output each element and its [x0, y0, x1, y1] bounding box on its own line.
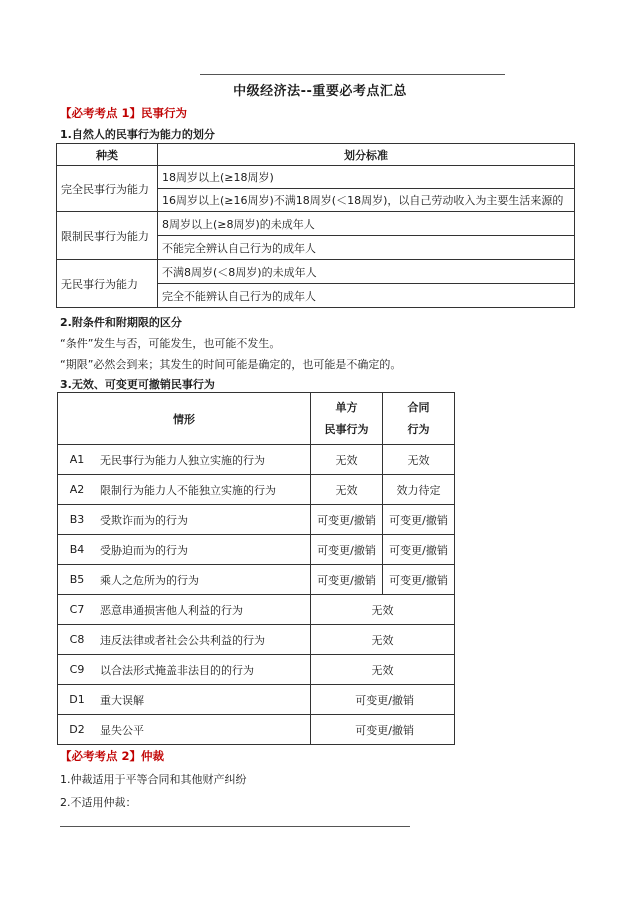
criteria-cell: 完全不能辨认自己行为的成年人 [158, 284, 575, 308]
header-case: 情形 [58, 393, 311, 445]
table-row [58, 655, 455, 685]
header-contract-line1: 合同 [407, 400, 430, 414]
merged-result: 可变更/撤销 [311, 685, 455, 715]
unilateral-result: 可变更/撤销 [311, 535, 383, 565]
row-code: B3 [58, 505, 97, 535]
table-row [58, 595, 455, 625]
table-row [58, 565, 455, 595]
table-row [58, 475, 455, 505]
arbitration-line-1: 1.仲裁适用于平等合同和其他财产纠纷 [60, 773, 247, 786]
table-row [58, 715, 455, 745]
header-unilateral-line2: 民事行为 [324, 422, 369, 436]
row-description: 违反法律或者社会公共利益的行为 [96, 625, 311, 655]
unilateral-result: 无效 [311, 445, 383, 475]
table-row [57, 260, 575, 284]
bottom-rule [60, 826, 410, 827]
capacity-table [56, 143, 575, 308]
top-rule [200, 74, 505, 75]
row-description: 显失公平 [96, 715, 311, 745]
criteria-cell: 16周岁以上(≥16周岁)不满18周岁(＜18周岁)，以自己劳动收入为主要生活来源的 [158, 189, 575, 212]
unilateral-result: 无效 [311, 475, 383, 505]
table-header-row [57, 144, 575, 166]
table-row [58, 685, 455, 715]
merged-result: 可变更/撤销 [311, 715, 455, 745]
row-description: 受胁迫而为的行为 [96, 535, 311, 565]
row-description: 受欺诈而为的行为 [96, 505, 311, 535]
row-code: B5 [58, 565, 97, 595]
invalid-acts-table [57, 392, 455, 745]
merged-result: 无效 [311, 625, 455, 655]
subsection-title-invalid-acts: 3.无效、可变更可撤销民事行为 [60, 378, 215, 391]
criteria-cell: 8周岁以上(≥8周岁)的未成年人 [158, 212, 575, 236]
page-title: 中级经济法--重要必考点汇总 [233, 84, 407, 99]
merged-result: 无效 [311, 655, 455, 685]
table-row [58, 535, 455, 565]
arbitration-line-2: 2.不适用仲裁： [60, 796, 137, 809]
row-code: C9 [58, 655, 97, 685]
header-contract-line2: 行为 [407, 422, 430, 436]
table-row [57, 166, 575, 189]
category-cell: 完全民事行为能力 [57, 166, 158, 212]
term-line: “期限”必然会到来；其发生的时间可能是确定的，也可能是不确定的。 [60, 358, 402, 371]
row-code: C7 [58, 595, 97, 625]
row-description: 无民事行为能力人独立实施的行为 [96, 445, 311, 475]
row-description: 乘人之危所为的行为 [96, 565, 311, 595]
merged-result: 无效 [311, 595, 455, 625]
subsection-title-condition: 2.附条件和附期限的区分 [60, 316, 182, 329]
criteria-cell: 不满8周岁(＜8周岁)的未成年人 [158, 260, 575, 284]
section-heading-point1: 【必考考点 1】民事行为 [60, 106, 188, 120]
contract-result: 可变更/撤销 [383, 505, 455, 535]
table-row [58, 505, 455, 535]
header-unilateral [311, 393, 383, 445]
header-contract [383, 393, 455, 445]
table-row [57, 212, 575, 236]
criteria-cell: 18周岁以上(≥18周岁) [158, 166, 575, 189]
row-code: D2 [58, 715, 97, 745]
header-criteria: 划分标准 [158, 144, 575, 166]
category-cell: 无民事行为能力 [57, 260, 158, 308]
row-description: 限制行为能力人不能独立实施的行为 [96, 475, 311, 505]
row-description: 恶意串通损害他人利益的行为 [96, 595, 311, 625]
contract-result: 可变更/撤销 [383, 565, 455, 595]
category-cell: 限制民事行为能力 [57, 212, 158, 260]
row-code: A1 [58, 445, 97, 475]
row-code: D1 [58, 685, 97, 715]
subsection-title-capacity: 1.自然人的民事行为能力的划分 [60, 128, 215, 141]
table-row [58, 445, 455, 475]
row-code: B4 [58, 535, 97, 565]
row-description: 重大误解 [96, 685, 311, 715]
contract-result: 效力待定 [383, 475, 455, 505]
section-heading-point2: 【必考考点 2】仲裁 [60, 749, 165, 763]
row-code: A2 [58, 475, 97, 505]
contract-result: 无效 [383, 445, 455, 475]
table-header-row [58, 393, 455, 445]
condition-line: “条件”发生与否，可能发生，也可能不发生。 [60, 337, 281, 350]
contract-result: 可变更/撤销 [383, 535, 455, 565]
unilateral-result: 可变更/撤销 [311, 565, 383, 595]
table-row [58, 625, 455, 655]
header-category: 种类 [57, 144, 158, 166]
row-code: C8 [58, 625, 97, 655]
header-unilateral-line1: 单方 [335, 400, 358, 414]
unilateral-result: 可变更/撤销 [311, 505, 383, 535]
criteria-cell: 不能完全辨认自己行为的成年人 [158, 236, 575, 260]
row-description: 以合法形式掩盖非法目的的行为 [96, 655, 311, 685]
